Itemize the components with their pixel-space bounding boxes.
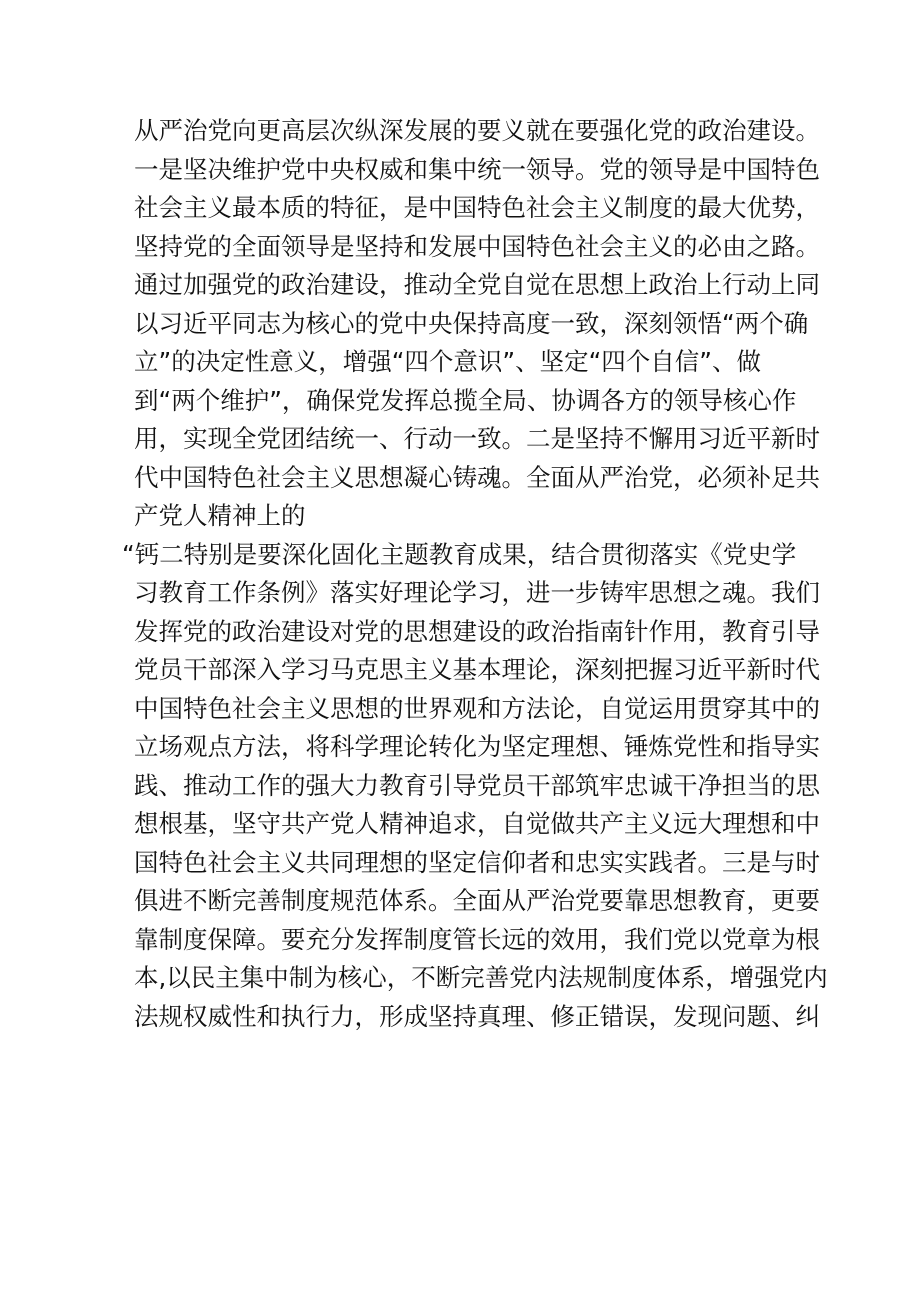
text-line: 发挥党的政治建设对党的思想建设的政治指南针作用，教育引导	[134, 616, 820, 646]
text-line: 立”的决定性意义，增强“四个意识”、坚定“四个自信”、做	[134, 347, 761, 376]
text-line: 从严治党向更高层次纵深发展的要义就在要强化党的政治建设。	[134, 116, 820, 145]
text-line: 社会主义最本质的特征，是中国特色社会主义制度的最大优势，	[134, 193, 820, 222]
text-line: 习教育工作条例》落实好理论学习，进一步铸牢思想之魂。我们	[134, 578, 820, 607]
text-line: 国特色社会主义共同理想的坚定信仰者和忠实实践者。三是与时	[134, 847, 820, 877]
text-line: 本,以民主集中制为核心，不断完善党内法规制度体系，增强党内	[134, 963, 828, 992]
text-line: 到“两个维护”，确保党发挥总揽全局、协调各方的领导核心作	[134, 385, 797, 415]
text-line: 通过加强党的政治建设，推动全党自觉在思想上政治上行动上同	[134, 270, 820, 299]
text-line: 坚持党的全面领导是坚持和发展中国特色社会主义的必由之路。	[134, 231, 820, 261]
text-line: 践、推动工作的强大力教育引导党员干部筑牢忠诚干净担当的思	[134, 770, 820, 800]
text-line: 代中国特色社会主义思想凝心铸魂。全面从严治党，必须补足共	[134, 462, 820, 492]
text-line: “钙二特别是要深化固化主题教育成果，结合贯彻落实《党史学	[122, 539, 797, 569]
text-line: 法规权威性和执行力，形成坚持真理、修正错误，发现问题、纠	[134, 1001, 820, 1031]
text-line: 立场观点方法，将科学理论转化为坚定理想、锤炼党性和指导实	[134, 732, 820, 761]
text-line: 一是坚决维护党中央权威和集中统一领导。党的领导是中国特色	[134, 154, 820, 184]
text-line: 中国特色社会主义思想的世界观和方法论，自觉运用贯穿其中的	[134, 693, 820, 723]
text-line: 想根基，坚守共产党人精神追求，自觉做共产主义远大理想和中	[134, 809, 820, 838]
text-line: 产党人精神上的	[134, 501, 306, 530]
text-line: 党员干部深入学习马克思主义基本理论，深刻把握习近平新时代	[134, 655, 820, 684]
text-line: 俱进不断完善制度规范体系。全面从严治党要靠思想教育，更要	[134, 886, 820, 915]
body-text	[122, 112, 828, 1036]
text-line: 用，实现全党团结统一、行动一致。二是坚持不懈用习近平新时	[134, 424, 820, 453]
text-line: 以习近平同志为核心的党中央保持高度一致，深刻领悟“两个确	[134, 308, 809, 338]
text-line: 靠制度保障。要充分发挥制度管长远的效用，我们党以党章为根	[134, 924, 820, 954]
